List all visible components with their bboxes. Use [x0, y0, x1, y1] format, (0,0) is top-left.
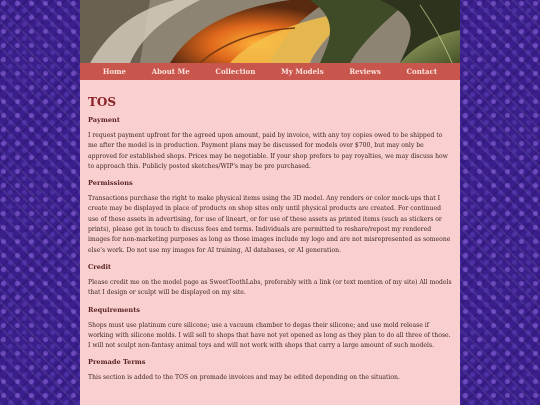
main-nav — [80, 63, 460, 80]
nav-home[interactable]: Home — [102, 67, 126, 76]
section-body-permissions: Transactions purchase the right to make physical items using the 3D model. Any renders or color mock-ups that I create may be displayed in place of products on shop sites only until physical products are created. For continued use of these assets in advertising, for use of lineart, or for use of these assets as printed items (such as stickers or prints), please get in touch to discuss fees and terms. Individuals are permitted to reshare/repost my rendered images for non-marketing purposes as long as those images include my logo and are not misrepresented as someone else's work. Do not use my images for AI training, AI databases, or AI generation. — [88, 195, 451, 254]
section-heading-payment: Payment — [88, 116, 120, 124]
section-heading-requirements: Requirements — [88, 305, 140, 314]
section-body-credit: Please credit me on the model page as SweetToothLabs, preferably with a link (or text mention of my site) All models that I design or sculpt will be displayed on my site. — [88, 278, 452, 297]
section-body-requirements: Shops must use platinum cure silicone; use a vacuum chamber to degas their silicone; and use mold release if working with silicone molds. I will sell to shops that have not yet opened as long as they plan to do all three of those. I will not sculpt non-fantasy animal toys and will not work with shops that carry a large amount of such models. — [88, 321, 451, 350]
section-heading-credit: Credit — [88, 262, 112, 271]
leaf-photo-icon — [80, 0, 460, 63]
nav-my-models[interactable]: My Models — [281, 67, 324, 76]
page-container — [80, 0, 460, 405]
nav-reviews[interactable]: Reviews — [349, 67, 381, 76]
section-heading-permissions: Permissions — [88, 179, 133, 188]
main-content — [80, 80, 460, 384]
nav-contact[interactable]: Contact — [406, 67, 438, 76]
nav-collection[interactable]: Collection — [215, 67, 256, 76]
section-body-premade-terms: This section is added to the TOS on premade invoices and may be edited depending on the situation. — [88, 374, 400, 382]
page-title: TOS — [88, 95, 117, 109]
section-heading-premade-terms: Premade Terms — [88, 358, 146, 367]
nav-about-me[interactable]: About Me — [151, 67, 190, 76]
section-body-payment: I request payment upfront for the agreed upon amount, paid by invoice, with any toy copies owed to be shipped to me after the model is in production. Payment plans may be discussed for models over $700, but may only be approved for established shops. Prices may be negotiable. If your shop prefers to pay royalties, we may discuss how to approach this. Publicly posted sketches/WIP's may be pre purchased. — [88, 132, 448, 170]
header-banner-image — [80, 0, 460, 63]
